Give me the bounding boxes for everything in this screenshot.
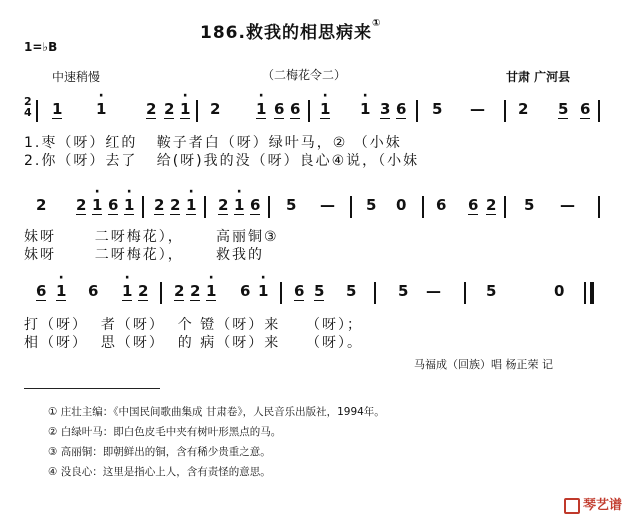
note: 1 · bbox=[234, 196, 244, 215]
note: 5 bbox=[286, 196, 297, 214]
lyric-line-3-1 bbox=[24, 314, 363, 334]
dash: — bbox=[320, 196, 335, 214]
barline bbox=[374, 282, 376, 304]
dash: — bbox=[426, 282, 441, 300]
lyric-text: 2.你（呀）去了 给(呀)我的没（呀）良心④说，（小妹 bbox=[24, 153, 420, 169]
footnote-1: ① 庄壮主编：《中国民间歌曲集成 甘肃卷》，人民音乐出版社，1994年。 bbox=[48, 406, 385, 418]
dash: — bbox=[560, 196, 575, 214]
note: 1 · bbox=[186, 196, 196, 215]
note: 1 · bbox=[320, 100, 330, 119]
song-title bbox=[200, 18, 381, 43]
lyric-line-2-1 bbox=[24, 226, 279, 246]
note: 6 bbox=[108, 196, 119, 214]
note: 2 bbox=[486, 196, 497, 214]
note: 1 · bbox=[360, 100, 370, 118]
note: 2 bbox=[170, 196, 181, 214]
lyric-line-1-1 bbox=[24, 132, 402, 152]
lyric-line-2-2 bbox=[24, 244, 264, 264]
note: 1 · bbox=[258, 282, 268, 300]
final-barline bbox=[590, 282, 594, 304]
barline bbox=[308, 100, 310, 122]
time-signature: 2 4 bbox=[24, 95, 32, 119]
note: 6 bbox=[294, 282, 305, 300]
notation-row-1 bbox=[24, 95, 616, 128]
note: 5 bbox=[398, 282, 409, 300]
note: 1 · bbox=[96, 100, 106, 118]
note: 6 bbox=[468, 196, 479, 214]
footnote-2: ② 白绿叶马：即白色皮毛中夹有树叶形黑点的马。 bbox=[48, 426, 282, 438]
barline bbox=[196, 100, 198, 122]
note: 6 bbox=[396, 100, 407, 118]
note: 1 · bbox=[206, 282, 216, 301]
note: 6 bbox=[436, 196, 447, 214]
barline bbox=[504, 100, 506, 122]
lyric-text: 妹呀 二呀梅花）， 救我的 bbox=[24, 247, 264, 263]
rest: 0 bbox=[396, 196, 407, 214]
barline bbox=[598, 100, 600, 122]
note: 5 bbox=[524, 196, 535, 214]
key-signature: 1=♭B bbox=[24, 40, 58, 54]
note: 1 · bbox=[124, 196, 134, 215]
lyric-text: 妹呀 二呀梅花）， 高丽铜③ bbox=[24, 229, 279, 245]
note: 2 bbox=[218, 196, 229, 214]
lyric-text: 1.枣（呀）红的 鞍子者白（呀）绿叶马，② （小妹 bbox=[24, 135, 402, 151]
barline bbox=[422, 196, 424, 218]
song-subtitle: （二梅花令二） bbox=[262, 68, 347, 82]
note: 2 bbox=[36, 196, 47, 214]
lyric-line-1-2 bbox=[24, 150, 419, 170]
note: 6 bbox=[250, 196, 261, 214]
note: 1 · bbox=[180, 100, 190, 119]
footnote-4: ④ 没良心：这里是指心上人，含有责怪的意思。 bbox=[48, 466, 271, 478]
note: 6 bbox=[36, 282, 47, 300]
note: 6 bbox=[240, 282, 251, 300]
footnote-3: ③ 高丽铜：即朝鲜出的铜，含有稀少贵重之意。 bbox=[48, 446, 271, 458]
barline bbox=[416, 100, 418, 122]
note: 6 bbox=[274, 100, 285, 118]
note: 6 bbox=[290, 100, 301, 118]
logo-icon bbox=[564, 498, 580, 514]
note: 2 bbox=[190, 282, 201, 300]
note: 2 bbox=[164, 100, 175, 118]
logo-text: 琴艺谱 bbox=[583, 498, 623, 513]
site-logo bbox=[564, 494, 622, 514]
note: 5 bbox=[366, 196, 377, 214]
note: 2 bbox=[76, 196, 87, 214]
note: 1 · bbox=[92, 196, 102, 215]
region-label: 甘肃 广河县 bbox=[506, 70, 571, 84]
note: 1 · bbox=[122, 282, 132, 301]
rest: 0 bbox=[554, 282, 565, 300]
barline bbox=[204, 196, 206, 218]
lyric-line-3-2 bbox=[24, 332, 363, 352]
note: 2 bbox=[174, 282, 185, 300]
barline bbox=[268, 196, 270, 218]
barline bbox=[598, 196, 600, 218]
performer-credits: 马福成（回族）唱 杨正荣 记 bbox=[414, 358, 553, 371]
note: 2 bbox=[138, 282, 149, 300]
note: 5 bbox=[558, 100, 569, 118]
barline bbox=[36, 100, 38, 122]
note: 5 bbox=[486, 282, 497, 300]
note: 5 bbox=[346, 282, 357, 300]
note: 3 bbox=[380, 100, 391, 118]
barline bbox=[160, 282, 162, 304]
lyric-text: 相（呀） 思（呀） 的 病（呀）来 （呀）。 bbox=[24, 335, 364, 351]
barline bbox=[350, 196, 352, 218]
barline bbox=[464, 282, 466, 304]
title-footnote-mark: ① bbox=[371, 18, 382, 29]
dash: — bbox=[470, 100, 485, 118]
tempo-marking: 中速稍慢 bbox=[52, 70, 101, 84]
barline bbox=[280, 282, 282, 304]
notation-row-3 bbox=[24, 282, 616, 310]
note: 2 bbox=[146, 100, 157, 118]
note: 1 · bbox=[56, 282, 66, 301]
footnote-divider bbox=[24, 388, 160, 389]
note: 2 bbox=[154, 196, 165, 214]
note: 5 bbox=[314, 282, 325, 300]
note: 6 bbox=[88, 282, 99, 300]
note: 5 bbox=[432, 100, 443, 118]
barline bbox=[584, 282, 586, 304]
note: 2 bbox=[518, 100, 529, 118]
note: 1 · bbox=[256, 100, 266, 119]
barline bbox=[504, 196, 506, 218]
lyric-text: 打（呀） 者（呀） 个 镫（呀）来 （呀）； bbox=[24, 317, 364, 333]
song-title-text: 186.救我的相思病来 bbox=[200, 23, 372, 43]
note: 1 bbox=[52, 100, 63, 118]
note: 2 bbox=[210, 100, 221, 118]
notation-row-2 bbox=[24, 196, 616, 224]
barline bbox=[142, 196, 144, 218]
note: 6 bbox=[580, 100, 591, 118]
